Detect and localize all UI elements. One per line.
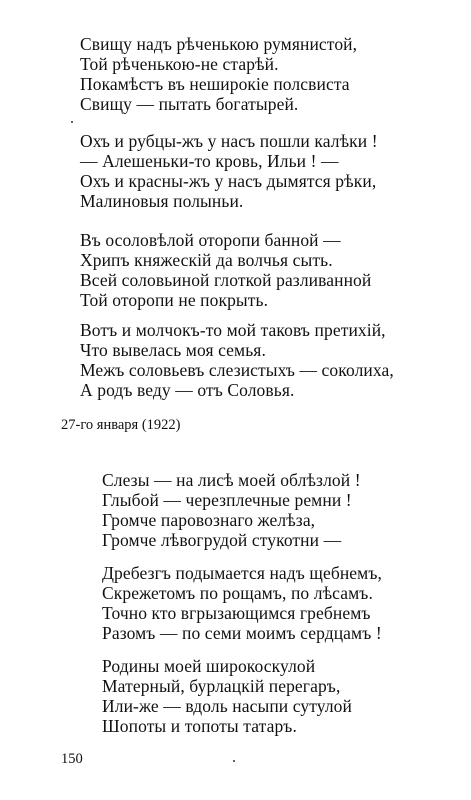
verse-line: Или-же — вдоль насыпи сутулой [102, 696, 352, 716]
verse-line: Той рѣченькою-не старѣй. [80, 54, 279, 74]
verse-line: Покамѣстъ въ неширокіе полсвиста [80, 74, 350, 94]
scan-speck [71, 121, 73, 123]
verse-line: Той оторопи не покрыть. [80, 290, 269, 310]
poem2-stanza-3 [102, 656, 352, 736]
verse-line: Шопоты и топоты татаръ. [102, 716, 297, 736]
verse-line: Въ осоловѣлой оторопи банной — [80, 230, 341, 250]
verse-line: А родъ веду — отъ Соловья. [80, 380, 295, 400]
verse-line: Разомъ — по семи моимъ сердцамъ ! [102, 623, 382, 643]
verse-line: Дребезгъ подымается надъ щебнемъ, [102, 563, 382, 583]
verse-line: Малиновыя полыньи. [80, 191, 244, 211]
page-number: 150 [61, 751, 83, 767]
verse-line: Громче паровознаго желѣза, [102, 510, 316, 530]
verse-line: Хрипъ княжескій да волчья сыть. [80, 250, 333, 270]
poem1-stanza-4 [80, 320, 394, 400]
poem2-stanza-1 [102, 470, 361, 550]
verse-line: Скрежетомъ по рощамъ, по лѣсамъ. [102, 583, 373, 603]
verse-line: — Алешеньки-то кровь, Ильи ! — [80, 151, 339, 171]
poem1-stanza-1 [80, 34, 357, 114]
verse-line: Всей соловьиной глоткой разливанной [80, 270, 372, 290]
verse-line: Слезы — на лисѣ моей облѣзлой ! [102, 470, 361, 490]
verse-line: Межъ соловьевъ слезистыхъ — соколиха, [80, 360, 394, 380]
verse-line: Родины моей широкоскулой [102, 656, 316, 676]
poem1-stanza-2 [80, 131, 378, 211]
verse-line: Громче лѣвогрудой стукотни — [102, 530, 342, 550]
verse-line: Точно кто вгрызающимся гребнемъ [102, 603, 371, 623]
verse-line: Охъ и красны-жъ у насъ дымятся рѣки, [80, 171, 377, 191]
verse-line: Матерный, бурлацкій перегаръ, [102, 676, 341, 696]
verse-line: Что вывелась моя семья. [80, 340, 266, 360]
verse-line: Вотъ и молчокъ-то мой таковъ претихій, [80, 320, 386, 340]
verse-line: Глыбой — черезплечные ремни ! [102, 490, 352, 510]
scan-speck [233, 760, 235, 762]
verse-line: Свищу надъ рѣченькою румянистой, [80, 34, 358, 54]
verse-line: Охъ и рубцы-жъ у насъ пошли калѣки ! [80, 131, 378, 151]
poem1-stanza-3 [80, 230, 371, 310]
poem-date: 27-го января (1922) [61, 417, 181, 433]
poem2-stanza-2 [102, 563, 382, 643]
verse-line: Свищу — пытать богатырей. [80, 94, 299, 114]
